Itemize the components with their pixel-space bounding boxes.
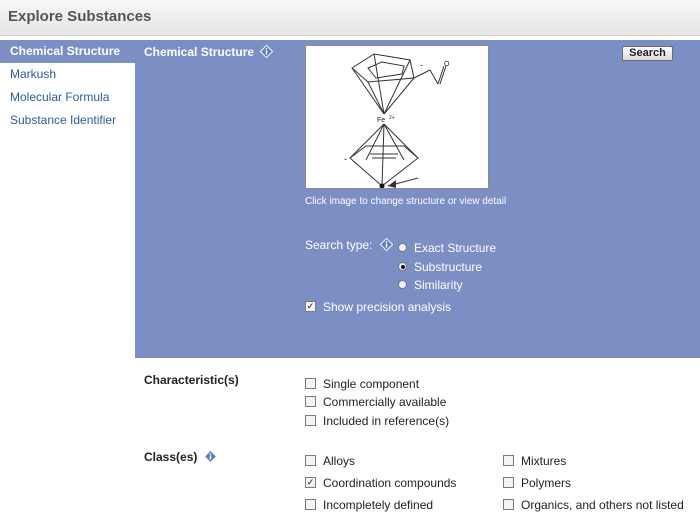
class-organics-and-others[interactable] [503, 498, 684, 512]
option-label: Commercially available [323, 395, 447, 409]
option-label: Coordination compounds [323, 476, 457, 490]
precision-label: Show precision analysis [323, 300, 452, 314]
search-button[interactable]: Search [622, 46, 673, 61]
option-label: Alloys [323, 454, 356, 468]
structure-search-panel [135, 40, 700, 358]
characteristics-label: Characteristic(s) [144, 373, 239, 387]
bottom-ring-charge: - [344, 154, 347, 164]
option-label: Single component [323, 377, 420, 391]
sidebar [0, 40, 135, 522]
sidebar-item-chemical-structure[interactable]: Chemical Structure [0, 40, 135, 63]
search-type-label: Search type: [305, 238, 373, 252]
class-coordination-compounds[interactable] [305, 476, 456, 490]
classes-label [144, 450, 217, 464]
info-icon[interactable] [260, 45, 273, 58]
iron-atom-label: Fe [377, 117, 386, 124]
class-incompletely-defined[interactable] [305, 498, 433, 512]
radio-label: Exact Structure [414, 241, 497, 255]
radio-button[interactable] [398, 243, 407, 252]
title-bar [0, 0, 700, 36]
top-ring-charge: - [420, 60, 423, 70]
oxygen-label: O [444, 61, 450, 68]
checkbox[interactable] [305, 396, 316, 407]
class-alloys[interactable] [305, 454, 355, 468]
option-included-in-references[interactable] [305, 414, 449, 428]
sidebar-item-markush[interactable]: Markush [10, 67, 57, 81]
option-label: Polymers [521, 476, 572, 490]
checkbox[interactable] [305, 378, 316, 389]
option-label: Organics, and others not listed [521, 498, 684, 512]
checkbox[interactable] [503, 455, 514, 466]
radio-button[interactable] [398, 280, 407, 289]
checkbox[interactable] [503, 477, 514, 488]
panel-heading [144, 45, 273, 59]
panel-heading-label: Chemical Structure [144, 45, 255, 59]
show-precision-analysis[interactable] [305, 300, 451, 314]
page-title: Explore Substances [8, 8, 152, 25]
precision-checkbox[interactable] [305, 301, 316, 312]
classes-info-icon[interactable] [204, 450, 217, 463]
ferrocene-structure-image [306, 46, 488, 188]
radio-exact-structure[interactable] [398, 241, 496, 255]
radio-substructure[interactable] [398, 260, 482, 274]
sidebar-item-molecular-formula[interactable]: Molecular Formula [10, 90, 110, 104]
structure-drawing[interactable] [305, 45, 489, 189]
class-polymers[interactable] [503, 476, 571, 490]
option-label: Mixtures [521, 454, 567, 468]
radio-similarity[interactable] [398, 278, 463, 292]
checkbox[interactable] [305, 455, 316, 466]
structure-caption: Click image to change structure or view detail [305, 196, 507, 207]
option-label: Included in reference(s) [323, 414, 450, 428]
radio-label: Substructure [414, 260, 483, 274]
radio-label: Similarity [414, 278, 463, 292]
radio-button[interactable] [398, 262, 407, 271]
option-commercially-available[interactable] [305, 395, 446, 409]
search-type-info-icon[interactable] [380, 238, 393, 251]
iron-charge-label: 2+ [389, 115, 395, 121]
checkbox[interactable] [305, 477, 316, 488]
checkbox[interactable] [305, 499, 316, 510]
checkbox[interactable] [305, 415, 316, 426]
classes-label-text: Class(es) [144, 450, 198, 464]
class-mixtures[interactable] [503, 454, 566, 468]
option-single-component[interactable] [305, 377, 419, 391]
option-label: Incompletely defined [323, 498, 434, 512]
sidebar-item-substance-identifier[interactable]: Substance Identifier [10, 113, 117, 127]
checkbox[interactable] [503, 499, 514, 510]
